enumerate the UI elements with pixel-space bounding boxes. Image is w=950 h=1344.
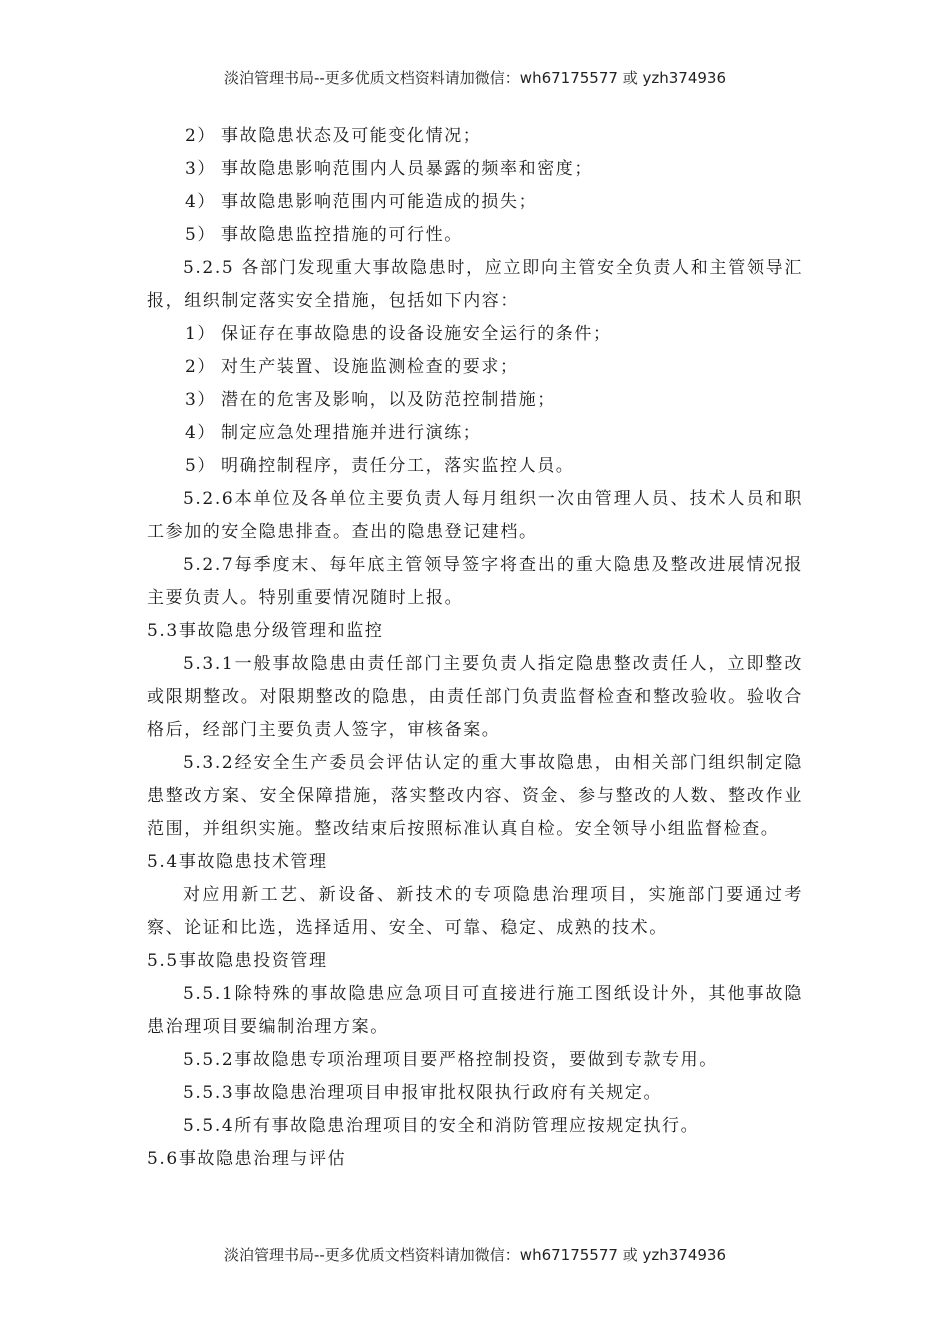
list-item — [147, 417, 803, 450]
paragraph-5-5-4: 5.5.4所有事故隐患治理项目的安全和消防管理应按规定执行。 — [183, 1116, 700, 1136]
paragraph-5-4: 对应用新工艺、新设备、新技术的专项隐患治理项目，实施部门要通过考察、论证和比选，选择适用、安全、可靠、稳定、成熟的技术。 — [147, 885, 803, 938]
list-number: 2） — [185, 357, 217, 377]
paragraph-5-3-1: 5.3.1一般事故隐患由责任部门主要负责人指定隐患整改责任人，立即整改或限期整改。对限期整改的隐患，由责任部门负责监督检查和整改验收。验收合格后，经部门主要负责人签字，审核备案。 — [147, 654, 803, 740]
list-text: 对生产装置、设施监测检查的要求； — [221, 357, 519, 377]
list-item — [147, 120, 803, 153]
paragraph-5-2-6: 5.2.6本单位及各单位主要负责人每月组织一次由管理人员、技术人员和职工参加的安全隐患排查。查出的隐患登记建档。 — [147, 489, 803, 542]
paragraph-5-2-5: 5.2.5 各部门发现重大事故隐患时，应立即向主管安全负责人和主管领导汇报，组织制定落实安全措施，包括如下内容： — [147, 258, 803, 311]
list-item — [147, 351, 803, 384]
paragraph-5-3-2: 5.3.2经安全生产委员会评估认定的重大事故隐患，由相关部门组织制定隐患整改方案、安全保障措施，落实整改内容、资金、参与整改的人数、整改作业范围，并组织实施。整改结束后按照标准认真自检。安全领导小组监督检查。 — [147, 753, 803, 839]
list-number: 4） — [185, 192, 217, 212]
list-text: 保证存在事故隐患的设备设施安全运行的条件； — [221, 324, 612, 344]
page-footer: 淡泊管理书局--更多优质文档资料请加微信：wh67175577 或 yzh374936 — [223, 1246, 726, 1264]
list-number: 5） — [185, 456, 217, 476]
list-text: 制定应急处理措施并进行演练； — [221, 423, 482, 443]
list-item — [147, 219, 803, 252]
section-heading-5-5: 5.5事故隐患投资管理 — [147, 951, 328, 971]
list-number: 3） — [185, 390, 217, 410]
paragraph-5-5-1: 5.5.1除特殊的事故隐患应急项目可直接进行施工图纸设计外，其他事故隐患治理项目要编制治理方案。 — [147, 984, 803, 1037]
paragraph-5-2-7: 5.2.7每季度末、每年底主管领导签字将查出的重大隐患及整改进展情况报主要负责人。特别重要情况随时上报。 — [147, 555, 803, 608]
list-number: 2） — [185, 126, 217, 146]
list-item — [147, 318, 803, 351]
list-text: 事故隐患影响范围内人员暴露的频率和密度； — [221, 159, 593, 179]
list-number: 1） — [185, 324, 217, 344]
section-heading-5-6: 5.6事故隐患治理与评估 — [147, 1149, 347, 1169]
list-number: 5） — [185, 225, 217, 245]
list-number: 4） — [185, 423, 217, 443]
paragraph-5-5-2: 5.5.2事故隐患专项治理项目要严格控制投资，要做到专款专用。 — [183, 1050, 718, 1070]
list-text: 潜在的危害及影响，以及防范控制措施； — [221, 390, 556, 410]
list-number: 3） — [185, 159, 217, 179]
list-text: 事故隐患状态及可能变化情况； — [221, 126, 482, 146]
section-heading-5-4: 5.4事故隐患技术管理 — [147, 852, 328, 872]
paragraph-5-5-3: 5.5.3事故隐患治理项目申报审批权限执行政府有关规定。 — [183, 1083, 663, 1103]
list-text: 事故隐患监控措施的可行性。 — [221, 225, 463, 245]
list-item — [147, 186, 803, 219]
list-item — [147, 450, 803, 483]
list-item — [147, 153, 803, 186]
list-item — [147, 384, 803, 417]
list-text: 事故隐患影响范围内可能造成的损失； — [221, 192, 538, 212]
document-body — [147, 120, 803, 1176]
section-heading-5-3: 5.3事故隐患分级管理和监控 — [147, 621, 384, 641]
page-header: 淡泊管理书局--更多优质文档资料请加微信：wh67175577 或 yzh374936 — [223, 69, 726, 87]
list-text: 明确控制程序，责任分工，落实监控人员。 — [221, 456, 575, 476]
